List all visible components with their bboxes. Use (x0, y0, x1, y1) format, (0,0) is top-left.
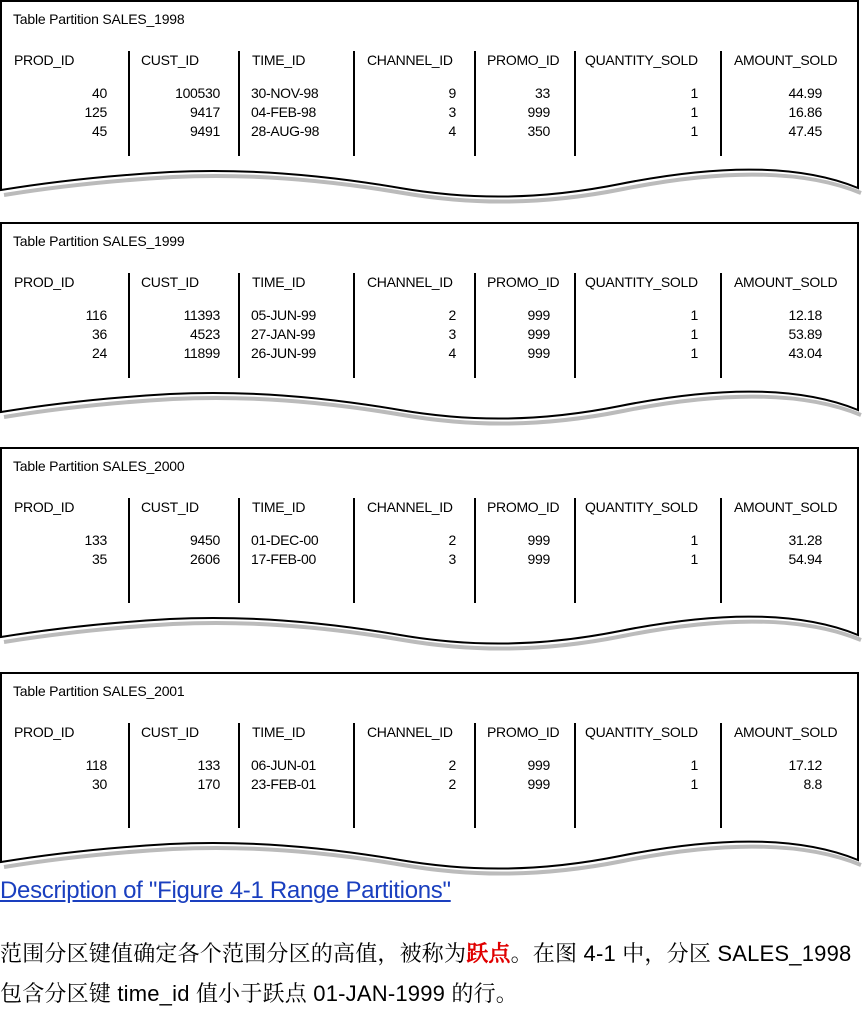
header-cust-id: CUST_ID (141, 724, 199, 740)
promo-id-values: 999 999 (527, 532, 550, 567)
header-prod-id: PROD_ID (14, 52, 75, 68)
amount-sold-values: 44.99 16.86 47.45 (788, 85, 822, 139)
amount-sold-values: 12.18 53.89 43.04 (788, 307, 822, 361)
column-divider (574, 273, 576, 378)
quantity-sold-values: 1 1 (690, 757, 698, 792)
quantity-sold-values: 1 1 (690, 532, 698, 567)
header-channel-id: CHANNEL_ID (367, 724, 453, 740)
header-time-id: TIME_ID (252, 274, 306, 290)
column-divider (128, 273, 130, 378)
partition-title: Table Partition SALES_2000 (13, 458, 185, 474)
column-divider (128, 498, 130, 603)
paragraph-text-2: 。在图 4-1 中，分区 SALES_1998 包含分区键 time_id 值小于跃点 01-JAN-1999 的行。 (0, 941, 852, 1006)
time-id-values: 05-JUN-99 27-JAN-99 26-JUN-99 (251, 307, 316, 361)
column-divider (353, 498, 355, 603)
cust-id-values: 133 170 (197, 757, 220, 792)
header-amount-sold: AMOUNT_SOLD (734, 274, 838, 290)
header-cust-id: CUST_ID (141, 274, 199, 290)
cust-id-values: 11393 4523 11899 (183, 307, 220, 361)
promo-id-values: 33 999 350 (527, 85, 550, 139)
promo-id-values: 999 999 999 (527, 307, 550, 361)
quantity-sold-values: 1 1 1 (690, 85, 698, 139)
partition-title: Table Partition SALES_2001 (13, 683, 185, 699)
promo-id-values: 999 999 (527, 757, 550, 792)
quantity-sold-values: 1 1 1 (690, 307, 698, 361)
partition-sales-1998 (0, 0, 865, 215)
partition-sales-2000 (0, 447, 865, 662)
channel-id-values: 2 3 (448, 532, 456, 567)
header-quantity-sold: QUANTITY_SOLD (585, 724, 698, 740)
header-promo-id: PROMO_ID (487, 499, 560, 515)
header-prod-id: PROD_ID (14, 274, 75, 290)
column-divider (574, 498, 576, 603)
paragraph-text-1: 范围分区键值确定各个范围分区的高值，被称为 (0, 941, 467, 966)
column-divider (353, 723, 355, 828)
column-divider (474, 498, 476, 603)
prod-id-values: 118 30 (85, 757, 107, 792)
channel-id-values: 9 3 4 (448, 85, 456, 139)
column-divider (720, 723, 722, 828)
header-promo-id: PROMO_ID (487, 52, 560, 68)
header-cust-id: CUST_ID (141, 499, 199, 515)
column-divider (474, 723, 476, 828)
header-quantity-sold: QUANTITY_SOLD (585, 499, 698, 515)
partition-sales-2001 (0, 672, 865, 887)
header-quantity-sold: QUANTITY_SOLD (585, 274, 698, 290)
partition-title: Table Partition SALES_1998 (13, 11, 185, 27)
column-divider (574, 723, 576, 828)
header-channel-id: CHANNEL_ID (367, 499, 453, 515)
column-divider (128, 723, 130, 828)
header-promo-id: PROMO_ID (487, 274, 560, 290)
header-time-id: TIME_ID (252, 52, 306, 68)
header-prod-id: PROD_ID (14, 499, 75, 515)
channel-id-values: 2 3 4 (448, 307, 456, 361)
time-id-values: 30-NOV-98 04-FEB-98 28-AUG-98 (251, 85, 320, 139)
header-quantity-sold: QUANTITY_SOLD (585, 52, 698, 68)
column-divider (474, 51, 476, 156)
cust-id-values: 100530 9417 9491 (175, 85, 220, 139)
time-id-values: 01-DEC-00 17-FEB-00 (251, 532, 319, 567)
prod-id-values: 133 35 (84, 532, 107, 567)
header-cust-id: CUST_ID (141, 52, 199, 68)
cust-id-values: 9450 2606 (190, 532, 220, 567)
header-time-id: TIME_ID (252, 499, 306, 515)
column-divider (574, 51, 576, 156)
column-divider (128, 51, 130, 156)
header-promo-id: PROMO_ID (487, 724, 560, 740)
header-amount-sold: AMOUNT_SOLD (734, 52, 838, 68)
column-divider (720, 498, 722, 603)
header-amount-sold: AMOUNT_SOLD (734, 724, 838, 740)
header-prod-id: PROD_ID (14, 724, 75, 740)
column-divider (238, 498, 240, 603)
partition-sales-1999 (0, 222, 865, 437)
prod-id-values: 40 125 45 (84, 85, 107, 139)
column-divider (238, 723, 240, 828)
partition-title: Table Partition SALES_1999 (13, 233, 185, 249)
column-divider (353, 273, 355, 378)
prod-id-values: 116 36 24 (85, 307, 107, 361)
header-channel-id: CHANNEL_ID (367, 274, 453, 290)
column-divider (353, 51, 355, 156)
time-id-values: 06-JUN-01 23-FEB-01 (251, 757, 316, 792)
column-divider (720, 51, 722, 156)
channel-id-values: 2 2 (448, 757, 456, 792)
column-divider (474, 273, 476, 378)
column-divider (238, 273, 240, 378)
amount-sold-values: 17.12 8.8 (788, 757, 822, 792)
header-amount-sold: AMOUNT_SOLD (734, 499, 838, 515)
figure-description-link[interactable]: Description of "Figure 4-1 Range Partitions" (0, 877, 451, 904)
header-channel-id: CHANNEL_ID (367, 52, 453, 68)
highlighted-term: 跃点 (466, 941, 511, 966)
column-divider (720, 273, 722, 378)
amount-sold-values: 31.28 54.94 (788, 532, 822, 567)
column-divider (238, 51, 240, 156)
body-paragraph (0, 934, 865, 1014)
header-time-id: TIME_ID (252, 724, 306, 740)
